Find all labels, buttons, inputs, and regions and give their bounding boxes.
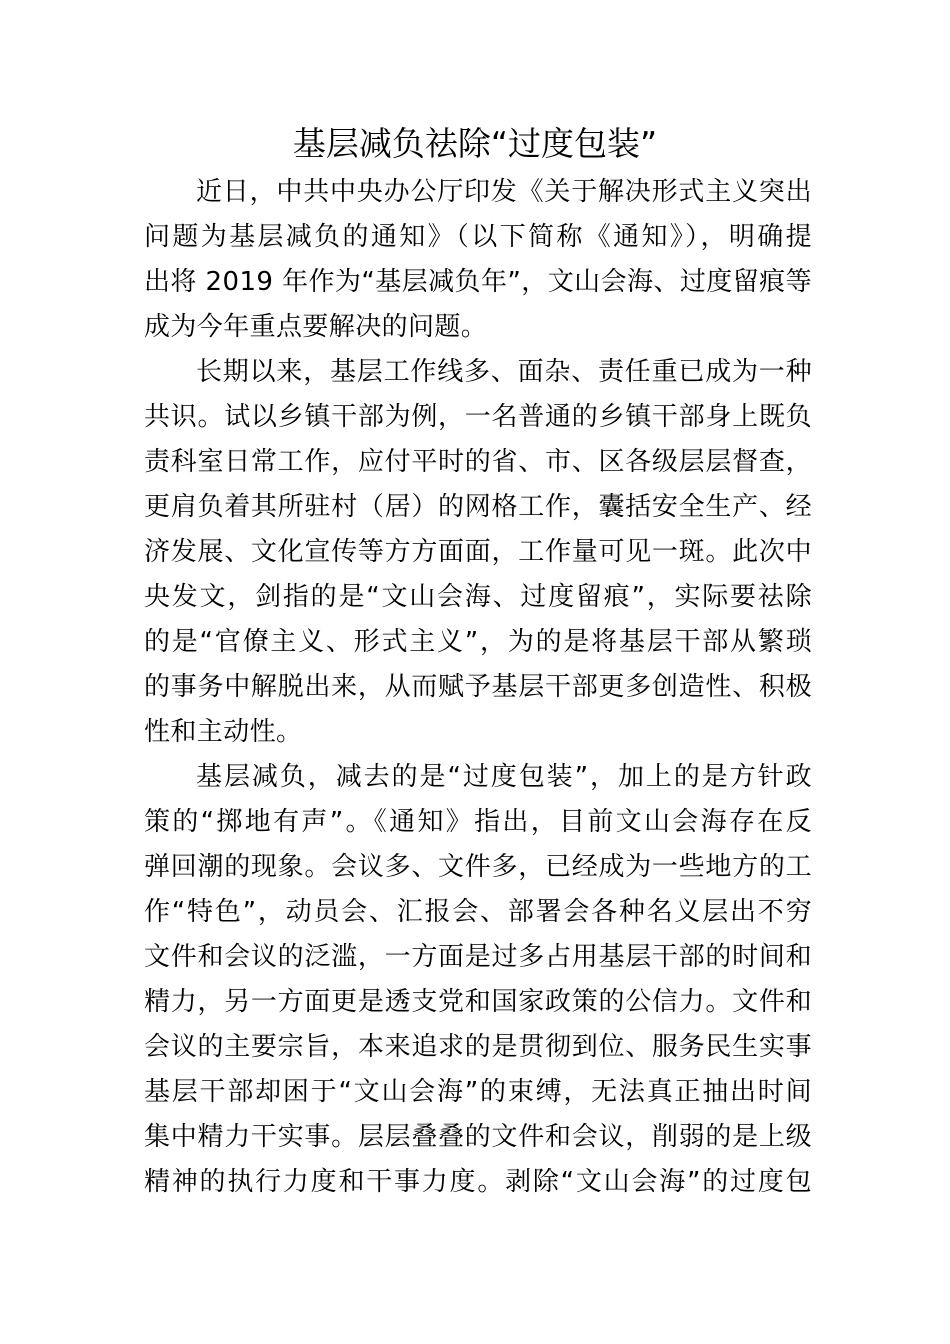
- paragraph-3-line: 弹回潮的现象。会议多、文件多，已经成为一些地方的工: [144, 852, 812, 882]
- paragraph-3-line: 精神的执行力度和干事力度。剥除“文山会海”的过度包: [144, 1167, 812, 1197]
- document-title: 基层减负祛除“过度包装”: [292, 124, 658, 163]
- paragraph-3-line: 基层减负，减去的是“过度包装”，加上的是方针政: [196, 762, 812, 792]
- paragraph-2-line: 的事务中解脱出来，从而赋予基层干部更多创造性、积极: [144, 672, 812, 702]
- paragraph-3-line: 会议的主要宗旨，本来追求的是贯彻到位、服务民生实事: [144, 1032, 812, 1062]
- paragraph-2-line: 性和主动性。: [144, 717, 303, 747]
- paragraph-2-line: 央发文，剑指的是“文山会海、过度留痕”，实际要祛除: [144, 582, 812, 612]
- paragraph-3-line: 集中精力干实事。层层叠叠的文件和会议，削弱的是上级: [144, 1122, 812, 1152]
- paragraph-3-line: 作“特色”，动员会、汇报会、部署会各种名义层出不穷: [144, 897, 812, 927]
- paragraph-3-line: 策的“掷地有声”。《通知》指出，目前文山会海存在反: [144, 807, 812, 837]
- paragraph-3-line: 基层干部却困于“文山会海”的束缚，无法真正抽出时间: [144, 1077, 812, 1107]
- paragraph-1-line: 近日，中共中央办公厅印发《关于解决形式主义突出: [196, 177, 812, 207]
- document-body: [144, 170, 812, 1205]
- paragraph-2-line: 责科室日常工作，应付平时的省、市、区各级层层督查，: [144, 447, 812, 477]
- paragraph-2-line: 的是“官僚主义、形式主义”，为的是将基层干部从繁琐: [144, 627, 812, 657]
- paragraph-2-line: 济发展、文化宣传等方方面面，工作量可见一斑。此次中: [144, 537, 812, 567]
- paragraph-1-line: 成为今年重点要解决的问题。: [144, 312, 488, 342]
- paragraph-2-line: 共识。试以乡镇干部为例，一名普通的乡镇干部身上既负: [144, 402, 812, 432]
- paragraph-2-line: 更肩负着其所驻村（居）的网格工作，囊括安全生产、经: [144, 492, 812, 522]
- paragraph-3-line: 精力，另一方面更是透支党和国家政策的公信力。文件和: [144, 987, 812, 1017]
- paragraph-2-line: 长期以来，基层工作线多、面杂、责任重已成为一种: [196, 357, 812, 387]
- paragraph-3-line: 文件和会议的泛滥，一方面是过多占用基层干部的时间和: [144, 942, 812, 972]
- paragraph-1-line: 出将 2019 年作为“基层减负年”，文山会海、过度留痕等: [144, 267, 812, 297]
- paragraph-1-line: 问题为基层减负的通知》（以下简称《通知》），明确提: [144, 222, 812, 252]
